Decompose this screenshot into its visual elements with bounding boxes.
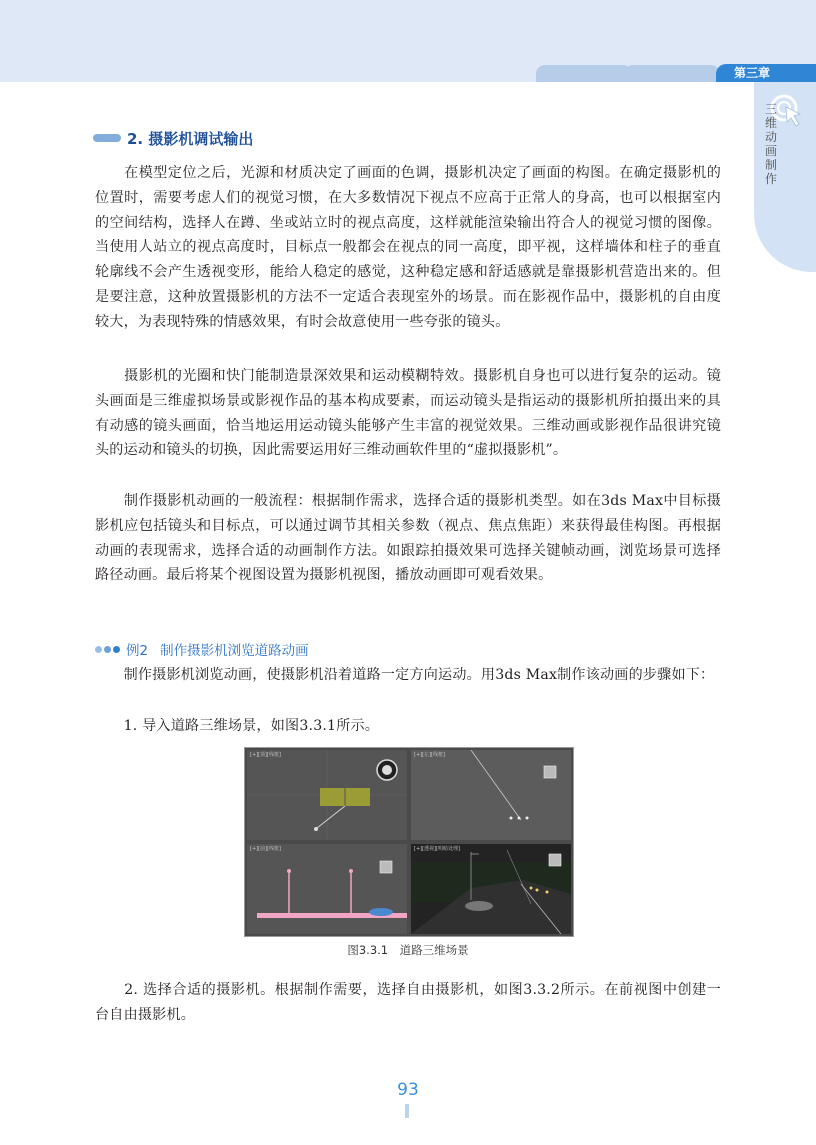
figure-road-scene xyxy=(244,747,574,937)
example-label: 例2 xyxy=(126,643,149,659)
viewport-perspective xyxy=(411,844,571,934)
paragraph-3: 制作摄影机动画的一般流程：根据制作需求，选择合适的摄影机类型。如在3ds Max中目标摄影机应包括镜头和目标点，可以通过调节其相关参数（视点、焦点焦距）来获得最佳构图。再根据动画的表现需求，选择合适的动画制作方法。如跟踪拍摄效果可选择关键帧动画，浏览场景可选择路径动画。最后将某个视图设置为摄影机视图，播放动画即可观看效果。 xyxy=(95,493,721,584)
section-heading xyxy=(93,127,253,149)
header-tab-decor-1 xyxy=(536,65,632,82)
paragraph-1: 在模型定位之后，光源和材质决定了画面的色调，摄影机决定了画面的构图。在确定摄影机的位置时，需要考虑人们的视觉习惯，在大多数情况下视点不应高于正常人的身高，也可以根据室内的空间结构，选择人在蹲、坐或站立时的视点高度，这样就能渲染输出符合人的视觉习惯的图像。当使用人站立的视点高度时，目标点一般都会在视点的同一高度，即平视，这样墙体和柱子的垂直轮廓线不会产生透视变形，能给人稳定的感觉，这种稳定感和舒适感就是靠摄影机营造出来的。但是要注意，这种放置摄影机的方法不一定适合表现室外的场景。而在影视作品中，摄影机的自由度较大，为表现特殊的情感效果，有时会故意使用一些夸张的镜头。 xyxy=(95,165,721,330)
paragraph-2: 摄影机的光圈和快门能制造景深效果和运动模糊特效。摄影机自身也可以进行复杂的运动。镜头画面是三维虚拟场景或影视作品的基本构成要素，而运动镜头是指运动的摄影机所拍摄出来的具有动感的镜头画面，恰当地运用运动镜头能够产生丰富的视觉效果。三维动画或影视作品很讲究镜头的运动和镜头的切换，因此需要运用好三维动画软件里的“虚拟摄影机”。 xyxy=(95,368,721,459)
viewport-label: [+][左][线框] xyxy=(414,752,445,758)
viewport-left xyxy=(411,750,571,840)
viewport-label: [+][透视][明暗处理] xyxy=(414,846,460,852)
viewport-label: [+][前][线框] xyxy=(250,846,281,852)
viewport-label: [+][顶][线框] xyxy=(250,752,281,758)
page-number-marker xyxy=(405,1104,409,1118)
section-marker xyxy=(93,134,121,142)
chapter-label: 第三章 xyxy=(716,64,816,82)
example-intro: 制作摄影机浏览动画，使摄影机沿着道路一定方向运动。用3ds Max制作该动画的步骤如下： xyxy=(95,667,715,683)
viewport-front-drawing xyxy=(247,844,407,934)
step-2: 2. 选择合适的摄影机。根据制作需要，选择自由摄影机，如图3.3.2所示。在前视图中创建一台自由摄影机。 xyxy=(95,982,721,1023)
example-dot-icon xyxy=(113,646,120,653)
viewport-top xyxy=(247,750,407,840)
viewport-front xyxy=(247,844,407,934)
step-1: 1. 导入道路三维场景，如图3.3.1所示。 xyxy=(95,718,380,734)
viewport-perspective-drawing xyxy=(411,844,571,934)
example-dot-icon xyxy=(104,646,111,653)
side-chapter-title: 三维动画制作 xyxy=(765,102,778,186)
example-heading xyxy=(95,639,309,659)
viewport-top-drawing xyxy=(247,750,407,840)
figure-caption: 图3.3.1 道路三维场景 xyxy=(347,943,469,957)
header-tab-decor-2 xyxy=(624,65,720,82)
section-title: 2. 摄影机调试输出 xyxy=(127,129,254,148)
example-dot-icon xyxy=(95,646,102,653)
example-title: 制作摄影机浏览道路动画 xyxy=(160,643,309,659)
viewport-left-drawing xyxy=(411,750,571,840)
page-number: 93 xyxy=(397,1080,419,1100)
